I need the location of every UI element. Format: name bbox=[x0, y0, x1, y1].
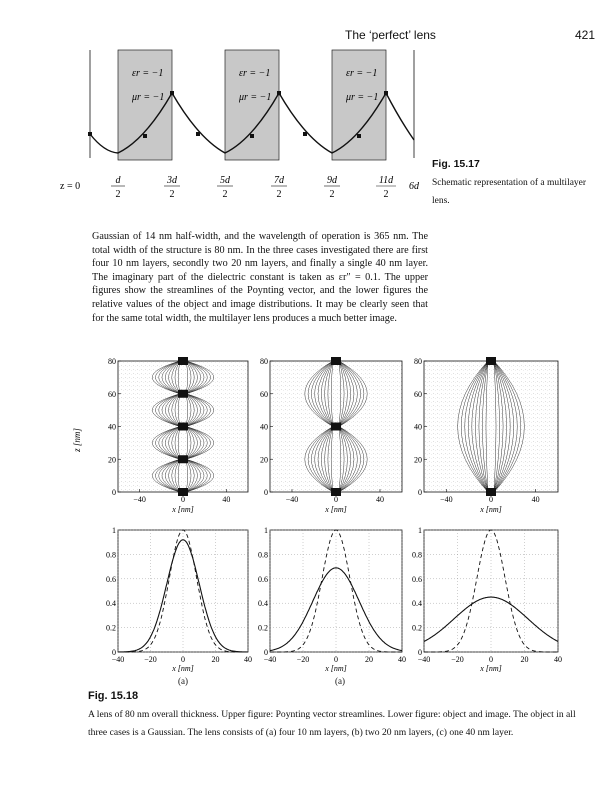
running-title: The ‘perfect’ lens bbox=[345, 28, 436, 42]
pos-num: 11d bbox=[378, 175, 394, 186]
y-tick-label: 0.8 bbox=[106, 550, 116, 560]
y-tick-label: 20 bbox=[414, 455, 422, 465]
pos-den: 2 bbox=[169, 189, 175, 200]
y-tick-label: 0 bbox=[112, 648, 116, 657]
y-tick-label: 0.4 bbox=[258, 599, 268, 609]
y-tick-label: 1 bbox=[112, 526, 116, 535]
mu-label-1: μr = −1 bbox=[132, 92, 165, 103]
x-axis-label: x [nm] bbox=[325, 664, 347, 673]
x-tick-label: 0 bbox=[334, 655, 338, 664]
x-tick-label: −20 bbox=[451, 655, 464, 664]
streamline-panel bbox=[108, 357, 248, 514]
x-tick-label: −40 bbox=[440, 495, 453, 504]
y-tick-label: 0.4 bbox=[106, 599, 116, 609]
x-tick-label: 0 bbox=[334, 495, 338, 504]
y-tick-label: 60 bbox=[260, 389, 268, 399]
z0-label: z = 0 bbox=[60, 181, 81, 192]
fig-15-18-caption bbox=[88, 690, 588, 740]
image-panel bbox=[106, 526, 252, 673]
mu-label-2: μr = −1 bbox=[239, 92, 272, 103]
pos-num: 9d bbox=[327, 175, 337, 186]
y-tick-label: 0 bbox=[112, 488, 116, 497]
focus-neck bbox=[178, 390, 188, 398]
image-panel bbox=[412, 526, 562, 673]
x-tick-label: −40 bbox=[111, 655, 125, 664]
y-tick-label: 60 bbox=[414, 389, 422, 399]
focus-neck bbox=[178, 455, 188, 463]
y-tick-label: 0.2 bbox=[412, 623, 422, 633]
eps-label-2: εr = −1 bbox=[239, 68, 271, 79]
eps-label-3: εr = −1 bbox=[346, 68, 378, 79]
focus-neck bbox=[178, 423, 188, 431]
x-tick-label: 40 bbox=[222, 495, 231, 504]
pos-den: 2 bbox=[276, 189, 282, 200]
pos-num: 3d bbox=[167, 175, 177, 186]
x-tick-label: 40 bbox=[531, 495, 540, 504]
pos-den: 2 bbox=[115, 189, 121, 200]
y-tick-label: 0.6 bbox=[412, 574, 422, 584]
y-tick-label: 60 bbox=[108, 389, 116, 399]
fig-15-18-text: A lens of 80 nm overall thickness. Upper figure: Poynting vector streamlines. Lower figure: object and image. The object in all three cases is a Gaussian. The lens consists of (a) four 10 nm layers, (b) two 20 nm layers, (c) one 40 nm layer. bbox=[88, 709, 576, 738]
pos-num: 5d bbox=[220, 175, 230, 186]
y-tick-label: 40 bbox=[260, 422, 268, 432]
pos-num: 7d bbox=[274, 175, 284, 186]
y-tick-label: 1 bbox=[264, 526, 268, 535]
eps-label-1: εr = −1 bbox=[132, 68, 164, 79]
y-tick-label: 80 bbox=[260, 357, 268, 366]
y-tick-label: 1 bbox=[418, 526, 422, 535]
x-axis-label: x [nm] bbox=[325, 505, 347, 514]
pos-num: d bbox=[115, 175, 121, 186]
y-tick-label: 0.2 bbox=[106, 623, 116, 633]
y-tick-label: 0.8 bbox=[412, 550, 422, 560]
x-tick-label: −20 bbox=[144, 655, 157, 664]
focus-neck bbox=[178, 357, 188, 365]
y-tick-label: 80 bbox=[108, 357, 116, 366]
x-tick-label: 0 bbox=[489, 495, 493, 504]
y-tick-label: 0 bbox=[264, 648, 268, 657]
x-tick-label: 20 bbox=[211, 655, 220, 664]
y-tick-label: 40 bbox=[414, 422, 422, 432]
y-tick-label: 0 bbox=[418, 488, 422, 497]
streamline-panel bbox=[260, 357, 402, 514]
top-ylabel: z [nm] bbox=[72, 428, 82, 452]
body-paragraph: Gaussian of 14 nm half-width, and the wavelength of operation is 365 nm. The total width of the structure is 80 nm. In the three cases investigated there are first four 10 nm layers, secondly two 20 nm layers, and finally a single 40 nm layer. The imaginary part of the dielectric constant is taken as εr″ = 0.1. The upper figures show the streamlines of the Poynting vector, and the lower figures the relative values of the object and image distributions. It may be clearly seen that for the same total width, the multilayer lens produces a much better image. bbox=[92, 231, 428, 324]
x-tick-label: −40 bbox=[285, 495, 299, 504]
focus-neck bbox=[331, 357, 341, 365]
y-tick-label: 0.2 bbox=[258, 623, 268, 633]
panel-frame bbox=[424, 361, 558, 492]
x-tick-label: 40 bbox=[376, 495, 384, 504]
y-tick-label: 20 bbox=[260, 455, 268, 465]
x-tick-label: 0 bbox=[181, 655, 185, 664]
x-tick-label: 20 bbox=[365, 655, 373, 664]
fig-15-17-text: Schematic representation of a multilayer lens. bbox=[432, 178, 587, 206]
x-tick-label: 0 bbox=[181, 495, 185, 504]
x-tick-label: 20 bbox=[520, 655, 529, 664]
page-number: 421 bbox=[575, 28, 596, 42]
pos-den: 2 bbox=[222, 189, 228, 200]
y-tick-label: 40 bbox=[108, 422, 116, 432]
mu-label-3: μr = −1 bbox=[346, 92, 379, 103]
x-tick-label: 40 bbox=[244, 655, 252, 664]
sublabel-a: (a) bbox=[178, 676, 188, 686]
fig-15-18-label: Fig. 15.18 bbox=[88, 690, 139, 702]
x-axis-label: x [nm] bbox=[480, 505, 502, 514]
streamline-panel bbox=[414, 357, 558, 514]
y-tick-label: 0.6 bbox=[258, 574, 268, 584]
y-tick-label: 0.6 bbox=[106, 574, 116, 584]
x-axis-label: x [nm] bbox=[480, 664, 502, 673]
y-tick-label: 80 bbox=[414, 357, 422, 366]
focus-neck bbox=[486, 357, 496, 365]
pos-den: 2 bbox=[329, 189, 335, 200]
x-tick-label: 40 bbox=[554, 655, 562, 664]
sublabel-b: (a) bbox=[335, 676, 345, 686]
focus-neck bbox=[331, 423, 341, 431]
x-tick-label: 0 bbox=[489, 655, 493, 664]
y-tick-label: 0 bbox=[418, 648, 422, 657]
x-tick-label: 40 bbox=[398, 655, 406, 664]
x-tick-label: −40 bbox=[263, 655, 277, 664]
fig-15-17-label: Fig. 15.17 bbox=[432, 158, 480, 170]
y-tick-label: 20 bbox=[108, 455, 116, 465]
x-axis-label: x [nm] bbox=[172, 664, 194, 673]
x-tick-label: −40 bbox=[133, 495, 146, 504]
x-tick-label: −20 bbox=[296, 655, 310, 664]
y-tick-label: 0.4 bbox=[412, 599, 422, 609]
image-panel bbox=[258, 526, 406, 673]
y-tick-label: 0.8 bbox=[258, 550, 268, 560]
end-label: 6d bbox=[409, 181, 419, 192]
x-axis-label: x [nm] bbox=[172, 505, 194, 514]
y-tick-label: 0 bbox=[264, 488, 268, 497]
pos-den: 2 bbox=[383, 189, 389, 200]
x-tick-label: −40 bbox=[417, 655, 431, 664]
